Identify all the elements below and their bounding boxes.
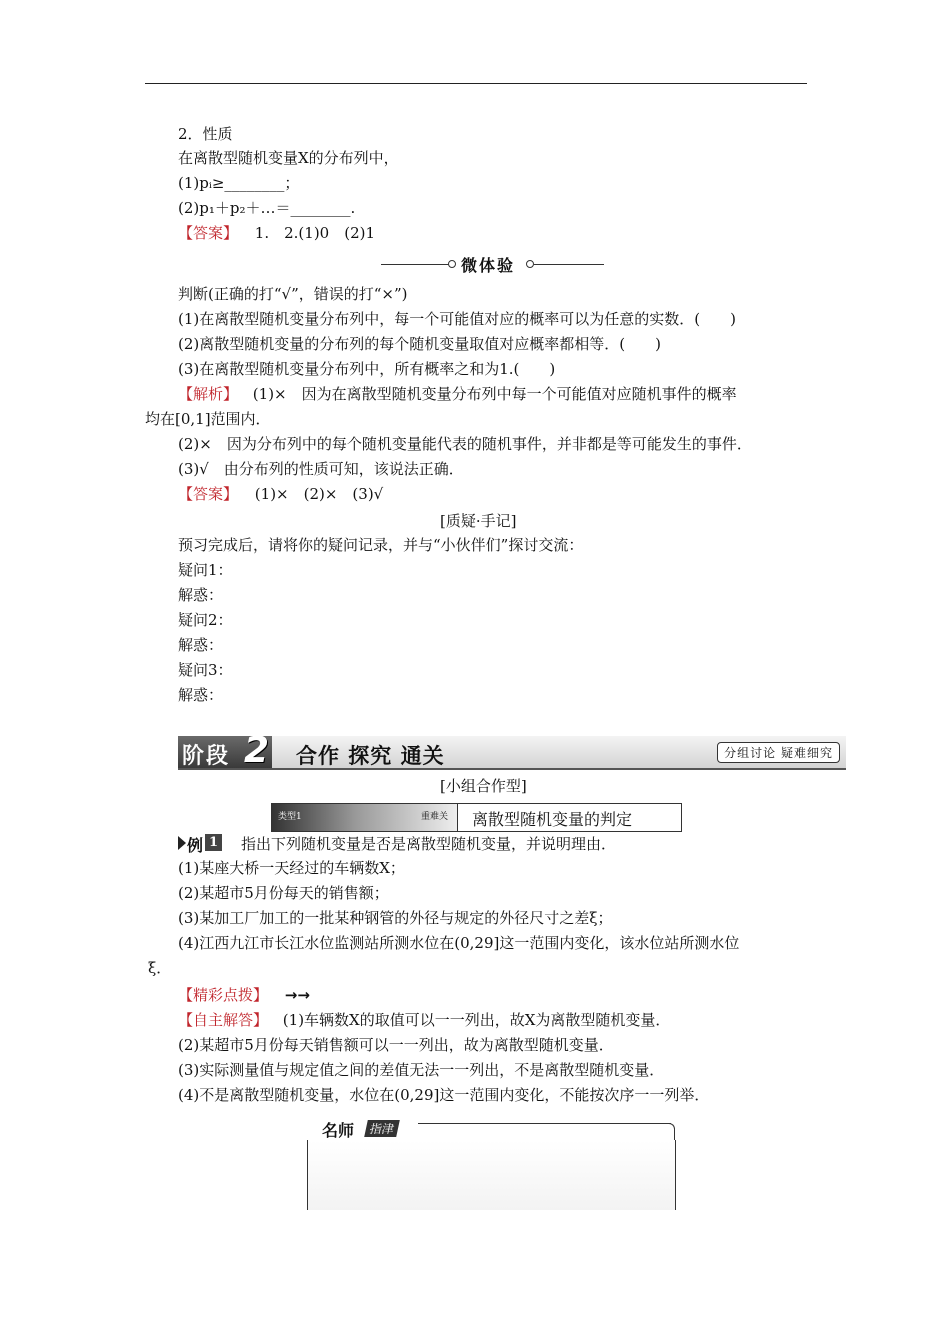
notes-title: [质疑·手记] (440, 512, 517, 530)
micro-prompt: 判断(正确的打“√”，错误的打“×”) (178, 285, 408, 303)
example-item-1: (1)某座大桥一天经过的车辆数X； (178, 859, 405, 877)
analysis-2: (2)× 因为分布列中的每个随机变量能代表的随机事件，并非都是等可能发生的事件． (178, 435, 752, 453)
analysis-1b: 均在[0,1]范围内． (145, 410, 271, 428)
analysis-tag: 【解析】 (178, 385, 239, 403)
solve-4: (4)不是离散型随机变量，水位在(0,29]这一范围内变化，不能按次序一一列举． (178, 1086, 710, 1104)
micro-q2: (2)离散型随机变量的分布列的每个随机变量取值对应概率都相等．( ) (178, 335, 661, 353)
divider-left-dot (448, 260, 456, 268)
divider-right-line (534, 264, 604, 265)
example-badge (178, 833, 222, 853)
section-intro: 在离散型随机变量X的分布列中， (178, 149, 399, 167)
type-box (271, 803, 682, 832)
section-heading: 2．性质 (178, 125, 233, 143)
divider-left-line (381, 264, 449, 265)
analysis-3: (3)√ 由分布列的性质可知，该说法正确． (178, 460, 464, 478)
property-1: (1)pᵢ≥________； (178, 174, 300, 192)
example-item-4b: ξ． (148, 959, 172, 977)
hint-tag: 【精彩点拨】 (178, 986, 269, 1004)
micro-answer-text: (1)× (2)× (3)√ (254, 485, 384, 503)
micro-title: 微体验 (461, 256, 516, 275)
hint-arrows: →→ (284, 986, 310, 1004)
analysis-1a: (1)× 因为在离散型随机变量分布列中每一个可能值对应随机事件的概率 (252, 385, 737, 403)
type-mark: 重难关 (421, 812, 449, 822)
teacher-label: 名师 (322, 1121, 355, 1140)
example-item-3: (3)某加工厂加工的一批某种钢管的外径与规定的外径尺寸之差ξ； (178, 909, 613, 927)
stage-subtitle: 分组讨论 疑难细究 (717, 742, 840, 763)
example-item-4a: (4)江西九江市长江水位监测站所测水位在(0,29]这一范围内变化，该水位站所测水位 (178, 934, 740, 952)
example-label: 例 (187, 836, 204, 855)
type-label: 类型1 (278, 812, 302, 822)
answer-text: 1. 2.(1)0 (2)1 (254, 224, 376, 242)
doubt-1: 疑问1： (178, 561, 233, 579)
type-text: 离散型随机变量的判定 (472, 810, 633, 829)
hint-line (178, 985, 310, 1005)
answer-tag: 【答案】 (178, 224, 239, 242)
resolve-2: 解惑： (178, 636, 224, 654)
solve-3: (3)实际测量值与规定值之间的差值无法一一列出，不是离散型随机变量． (178, 1061, 665, 1079)
analysis-line-1 (178, 384, 737, 404)
doubt-3: 疑问3： (178, 661, 233, 679)
notes-intro: 预习完成后，请将你的疑问记录，并与“小伙伴们”探讨交流： (178, 536, 584, 554)
resolve-3: 解惑： (178, 686, 224, 704)
micro-answer-tag: 【答案】 (178, 485, 239, 503)
solve-2: (2)某超市5月份每天销售额可以一一列出，故为离散型随机变量． (178, 1036, 614, 1054)
teacher-notes-tab (312, 1116, 422, 1142)
solve-tag: 【自主解答】 (178, 1011, 269, 1029)
example-arrow-icon (178, 836, 186, 850)
header-rule (145, 83, 807, 84)
micro-answer-line (178, 484, 383, 504)
solve-line (178, 1010, 670, 1030)
example-prompt: 指出下列随机变量是否是离散型随机变量，并说明理由． (241, 835, 617, 853)
micro-q3: (3)在离散型随机变量分布列中，所有概率之和为1.( ) (178, 360, 556, 378)
stage-label: 阶段 (182, 744, 231, 769)
resolve-1: 解惑： (178, 586, 224, 604)
teacher-notes-top-rule (418, 1123, 671, 1124)
stage-banner (178, 730, 846, 771)
micro-q1: (1)在离散型随机变量分布列中，每一个可能值对应的概率可以为任意的实数．( ) (178, 310, 736, 328)
type-bar (272, 804, 458, 831)
group-title: [小组合作型] (440, 777, 527, 795)
solve-1: (1)车辆数X的取值可以一一列出，故X为离散型随机变量． (282, 1011, 671, 1029)
answer-line (178, 223, 375, 243)
example-item-2: (2)某超市5月份每天的销售额； (178, 884, 389, 902)
doubt-2: 疑问2： (178, 611, 233, 629)
teacher-notes-box (307, 1140, 676, 1210)
example-number: 1 (205, 834, 222, 851)
stage-number: 2 (244, 730, 270, 771)
property-2: (2)p₁＋p₂＋…＝________. (178, 199, 356, 217)
divider-right-dot (526, 260, 534, 268)
teacher-label-2: 指津 (364, 1120, 400, 1137)
stage-title: 合作 探究 通关 (296, 744, 445, 768)
